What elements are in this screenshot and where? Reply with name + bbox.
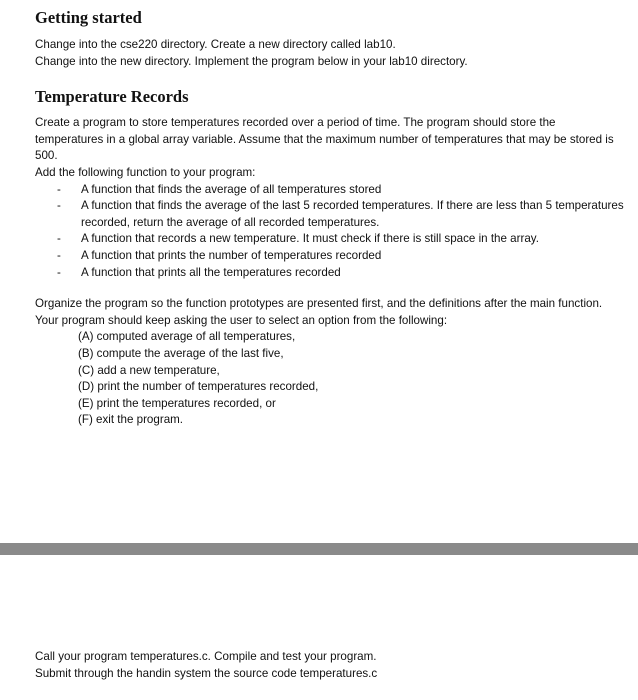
getting-started-line: Change into the cse220 directory. Create a new directory called lab10. [35, 38, 396, 51]
add-functions-label: Add the following function to your program: [35, 165, 256, 179]
getting-started-line: Change into the new directory. Implement the program below in your lab10 directory. [35, 54, 468, 68]
option-item: (E) print the temperatures recorded, or [78, 396, 276, 410]
bullet-dash: - [57, 265, 61, 279]
temperature-records-heading: Temperature Records [35, 87, 189, 107]
temperature-records-section [35, 115, 625, 429]
getting-started-heading: Getting started [35, 8, 142, 27]
list-item: - A function that finds the average of the last 5 recorded temperatures. If there are less than 5 temperatures recorded, return the average of all recorded temperatures. [57, 199, 624, 229]
bullet-dash: - [57, 182, 61, 196]
bullet-dash: - [57, 199, 61, 213]
footer-line: Call your program temperatures.c. Compile and test your program. [35, 650, 377, 663]
document-body [35, 0, 625, 429]
bullet-dash: - [57, 232, 61, 246]
list-item: - A function that prints the number of temperatures recorded [35, 248, 625, 265]
list-item: - A function that prints all the temperatures recorded [35, 265, 625, 282]
list-item: - A function that records a new temperature. It must check if there is still space in the array. [35, 231, 625, 248]
function-list [35, 182, 625, 282]
intro-paragraph: Create a program to store temperatures recorded over a period of time. The program should store the temperatures in a global array variable. Assume that the maximum number of temperatures that may be stored is 500. [35, 116, 614, 163]
option-item: (B) compute the average of the last five, [78, 346, 284, 360]
footer-instructions [35, 649, 625, 682]
option-item: (A) computed average of all temperatures, [78, 330, 296, 344]
organize-paragraph: Organize the program so the function prototypes are presented first, and the definitions after the main function. Your program should keep asking the user to select an option from the following: [35, 297, 603, 327]
options-list [35, 329, 625, 429]
getting-started-section [35, 37, 625, 70]
option-item: (C) add a new temperature, [78, 363, 220, 377]
list-item: - A function that finds the average of all temperatures stored [35, 182, 625, 199]
bullet-dash: - [57, 248, 61, 262]
option-item: (D) print the number of temperatures recorded, [78, 380, 319, 394]
footer-line: Submit through the handin system the source code temperatures.c [35, 666, 378, 680]
section-divider [0, 543, 638, 555]
option-item: (F) exit the program. [78, 413, 184, 427]
